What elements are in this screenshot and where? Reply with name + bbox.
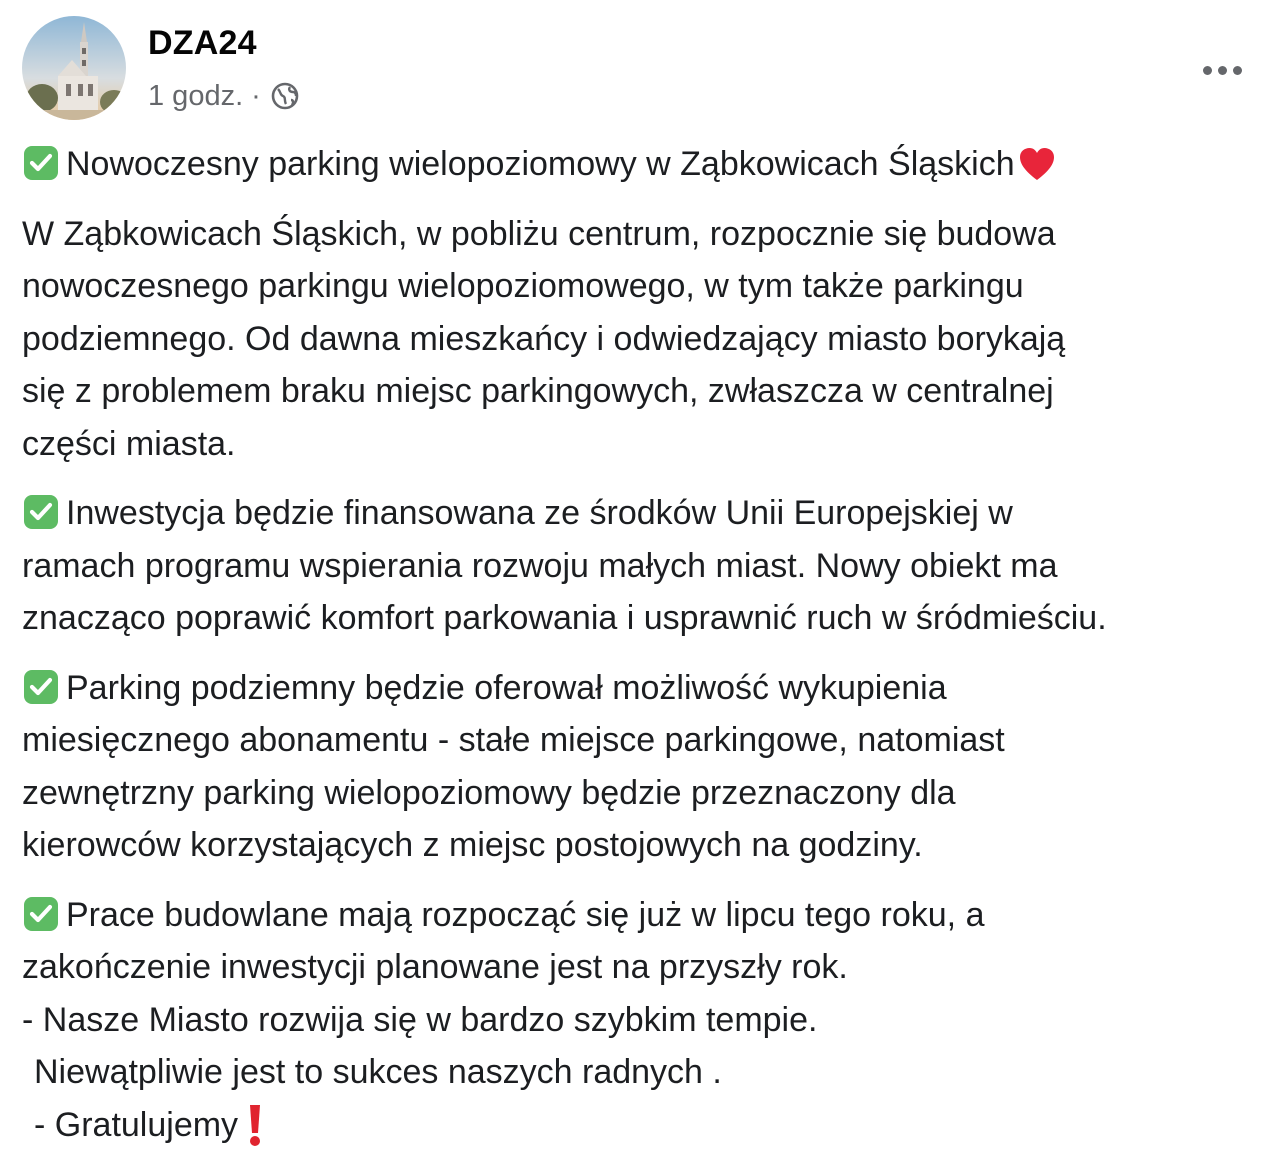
paragraph-4 xyxy=(22,889,1270,1152)
paragraph-gap xyxy=(22,470,1270,487)
check-mark-icon xyxy=(22,668,60,706)
line-text: Inwestycja będzie finansowana ze środków Unii Europejskiej w xyxy=(66,494,1013,532)
exclamation-icon xyxy=(242,1103,268,1147)
post-header xyxy=(22,16,1258,126)
paragraph-gap xyxy=(22,191,1270,208)
post-title: Nowoczesny parking wielopoziomowy w Ząbkowicach Śląskich xyxy=(66,145,1015,183)
post-timestamp[interactable]: 1 godz. xyxy=(148,79,244,112)
paragraph-gap xyxy=(22,645,1270,662)
text-line: Niewątpliwie jest to sukces naszych radnych . xyxy=(34,1053,722,1091)
text-line: ramach programu wspierania rozwoju małych miast. Nowy obiekt ma xyxy=(22,546,1058,585)
text-line: W Ząbkowicach Śląskich, w pobliżu centrum, rozpocznie się budowa xyxy=(22,214,1056,253)
more-options-icon[interactable] xyxy=(1194,52,1250,88)
more-dot xyxy=(1218,66,1227,75)
post-meta xyxy=(148,78,301,114)
text-line xyxy=(22,138,1270,191)
text-line: nowoczesnego parkingu wielopoziomowego, w tym także parkingu xyxy=(22,267,1024,305)
check-mark-icon xyxy=(22,493,60,531)
text-line: zewnętrzny parking wielopoziomowy będzie przeznaczony dla xyxy=(22,773,956,812)
text-line xyxy=(22,662,1270,715)
paragraph-2 xyxy=(22,487,1270,645)
globe-icon[interactable] xyxy=(269,80,301,112)
text-line: podziemnego. Od dawna mieszkańcy i odwiedzający miasto borykają xyxy=(22,319,1066,358)
text-line: części miasta. xyxy=(22,424,236,463)
text-line: - Nasze Miasto rozwija się w bardzo szybkim tempie. xyxy=(22,1000,818,1039)
line-text: Prace budowlane mają rozpocząć się już w lipcu tego roku, a xyxy=(66,895,985,934)
author-avatar[interactable] xyxy=(22,16,126,120)
post-title-paragraph xyxy=(22,138,1270,191)
text-line xyxy=(22,889,1270,942)
author-name[interactable]: DZA24 xyxy=(148,24,257,62)
line-text: Parking podziemny będzie oferował możliwość wykupienia xyxy=(66,668,947,707)
paragraph-1 xyxy=(22,208,1270,471)
heart-icon xyxy=(1017,145,1057,185)
text-line: kierowców korzystających z miejsc postojowych na godziny. xyxy=(22,826,923,864)
more-dot xyxy=(1203,66,1212,75)
church-photo-icon xyxy=(22,16,126,120)
post-body xyxy=(22,138,1270,1151)
more-dot xyxy=(1233,66,1242,75)
check-mark-icon xyxy=(22,144,60,182)
meta-separator: · xyxy=(251,79,261,112)
text-line xyxy=(22,487,1270,540)
line-text: - Gratulujemy xyxy=(34,1105,239,1144)
text-line: zakończenie inwestycji planowane jest na przyszły rok. xyxy=(22,948,848,986)
text-line: się z problemem braku miejsc parkingowych, zwłaszcza w centralnej xyxy=(22,372,1054,410)
text-line: znacząco poprawić komfort parkowania i usprawnić ruch w śródmieściu. xyxy=(22,599,1107,637)
paragraph-3 xyxy=(22,662,1270,872)
text-line xyxy=(22,1099,1270,1152)
check-mark-icon xyxy=(22,895,60,933)
paragraph-gap xyxy=(22,872,1270,889)
text-line: miesięcznego abonamentu - stałe miejsce parkingowe, natomiast xyxy=(22,721,1005,759)
